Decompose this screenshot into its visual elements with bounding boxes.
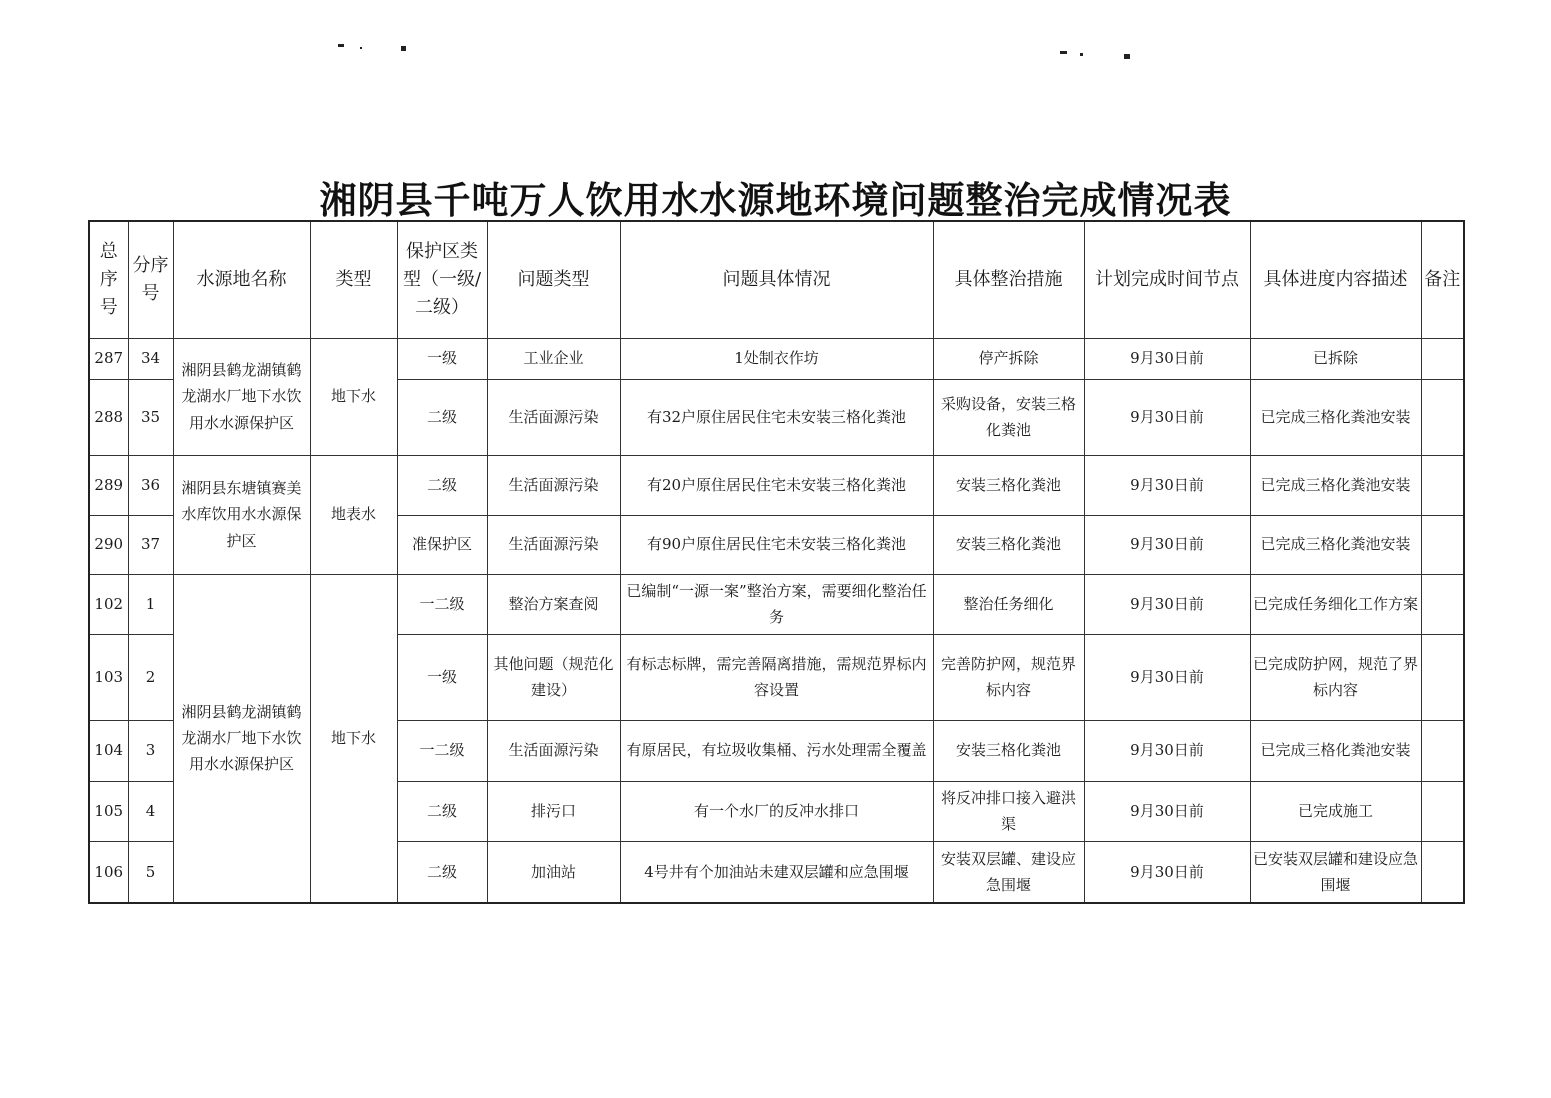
sub-no-cell: 2: [128, 634, 173, 720]
zone-cell: 二级: [397, 379, 487, 455]
header-issue-detail: 问题具体情况: [620, 221, 933, 338]
zone-cell: 二级: [397, 455, 487, 515]
issue-detail-cell: 1处制衣作坊: [620, 338, 933, 379]
deadline-cell: 9月30日前: [1084, 841, 1250, 903]
issue-detail-cell: 有32户原住居民住宅未安装三格化粪池: [620, 379, 933, 455]
issue-detail-cell: 有90户原住居民住宅未安装三格化粪池: [620, 515, 933, 574]
total-no-cell: 103: [89, 634, 128, 720]
scan-speck: [1060, 51, 1067, 54]
deadline-cell: 9月30日前: [1084, 515, 1250, 574]
issue-type-cell: 加油站: [487, 841, 620, 903]
site-name-cell: 湘阴县鹤龙湖镇鹤龙湖水厂地下水饮用水水源保护区: [173, 338, 310, 455]
total-no-cell: 106: [89, 841, 128, 903]
issue-detail-cell: 已编制“一源一案”整治方案，需要细化整治任务: [620, 574, 933, 634]
sub-no-cell: 3: [128, 720, 173, 781]
zone-cell: 二级: [397, 841, 487, 903]
issue-type-cell: 其他问题（规范化建设）: [487, 634, 620, 720]
measure-cell: 整治任务细化: [933, 574, 1084, 634]
progress-cell: 已完成三格化粪池安装: [1250, 455, 1421, 515]
table-row: [89, 455, 1464, 515]
page-title: 湘阴县千吨万人饮用水水源地环境问题整治完成情况表: [319, 179, 1232, 222]
zone-cell: 二级: [397, 781, 487, 841]
total-no-cell: 289: [89, 455, 128, 515]
progress-cell: 已完成施工: [1250, 781, 1421, 841]
water-type-cell: 地下水: [310, 574, 397, 903]
deadline-cell: 9月30日前: [1084, 574, 1250, 634]
header-note: 备注: [1421, 221, 1464, 338]
deadline-cell: 9月30日前: [1084, 720, 1250, 781]
progress-cell: 已完成防护网，规范了界标内容: [1250, 634, 1421, 720]
site-name-cell: 湘阴县鹤龙湖镇鹤龙湖水厂地下水饮用水水源保护区: [173, 574, 310, 903]
sub-no-cell: 34: [128, 338, 173, 379]
measure-cell: 采购设备，安装三格化粪池: [933, 379, 1084, 455]
scan-speck: [1124, 54, 1130, 59]
progress-cell: 已完成任务细化工作方案: [1250, 574, 1421, 634]
header-measure: 具体整治措施: [933, 221, 1084, 338]
deadline-cell: 9月30日前: [1084, 634, 1250, 720]
total-no-cell: 290: [89, 515, 128, 574]
sub-no-cell: 37: [128, 515, 173, 574]
measure-cell: 停产拆除: [933, 338, 1084, 379]
header-site-name: 水源地名称: [173, 221, 310, 338]
note-cell: [1421, 574, 1464, 634]
remediation-table: [88, 220, 1465, 904]
measure-cell: 安装三格化粪池: [933, 515, 1084, 574]
total-no-cell: 104: [89, 720, 128, 781]
measure-cell: 安装双层罐、建设应急围堰: [933, 841, 1084, 903]
header-zone-type: 保护区类型（一级/二级）: [397, 221, 487, 338]
note-cell: [1421, 720, 1464, 781]
total-no-cell: 105: [89, 781, 128, 841]
zone-cell: 一级: [397, 634, 487, 720]
issue-type-cell: 生活面源污染: [487, 515, 620, 574]
note-cell: [1421, 379, 1464, 455]
header-issue-type: 问题类型: [487, 221, 620, 338]
issue-type-cell: 整治方案查阅: [487, 574, 620, 634]
scan-speck: [401, 46, 406, 51]
header-sub-no: 分序号: [128, 221, 173, 338]
deadline-cell: 9月30日前: [1084, 455, 1250, 515]
scan-speck: [360, 47, 362, 49]
measure-cell: 安装三格化粪池: [933, 720, 1084, 781]
total-no-cell: 287: [89, 338, 128, 379]
sub-no-cell: 4: [128, 781, 173, 841]
progress-cell: 已完成三格化粪池安装: [1250, 515, 1421, 574]
total-no-cell: 102: [89, 574, 128, 634]
progress-cell: 已完成三格化粪池安装: [1250, 720, 1421, 781]
water-type-cell: 地表水: [310, 455, 397, 574]
table-row: [89, 574, 1464, 634]
water-type-cell: 地下水: [310, 338, 397, 455]
header-total-no: 总序号: [89, 221, 128, 338]
issue-detail-cell: 有原居民，有垃圾收集桶、污水处理需全覆盖: [620, 720, 933, 781]
measure-cell: 安装三格化粪池: [933, 455, 1084, 515]
issue-type-cell: 工业企业: [487, 338, 620, 379]
header-progress: 具体进度内容描述: [1250, 221, 1421, 338]
note-cell: [1421, 781, 1464, 841]
zone-cell: 一级: [397, 338, 487, 379]
sub-no-cell: 1: [128, 574, 173, 634]
zone-cell: 准保护区: [397, 515, 487, 574]
progress-cell: 已完成三格化粪池安装: [1250, 379, 1421, 455]
issue-detail-cell: 4号井有个加油站未建双层罐和应急围堰: [620, 841, 933, 903]
note-cell: [1421, 515, 1464, 574]
zone-cell: 一二级: [397, 574, 487, 634]
sub-no-cell: 35: [128, 379, 173, 455]
site-name-cell: 湘阴县东塘镇赛美水库饮用水水源保护区: [173, 455, 310, 574]
zone-cell: 一二级: [397, 720, 487, 781]
total-no-cell: 288: [89, 379, 128, 455]
issue-type-cell: 生活面源污染: [487, 455, 620, 515]
note-cell: [1421, 338, 1464, 379]
table-header-row: [89, 221, 1464, 338]
issue-detail-cell: 有一个水厂的反冲水排口: [620, 781, 933, 841]
progress-cell: 已拆除: [1250, 338, 1421, 379]
scan-speck: [1080, 53, 1083, 56]
header-type: 类型: [310, 221, 397, 338]
measure-cell: 完善防护网，规范界标内容: [933, 634, 1084, 720]
deadline-cell: 9月30日前: [1084, 379, 1250, 455]
table-row: [89, 338, 1464, 379]
issue-type-cell: 生活面源污染: [487, 720, 620, 781]
deadline-cell: 9月30日前: [1084, 338, 1250, 379]
note-cell: [1421, 634, 1464, 720]
note-cell: [1421, 841, 1464, 903]
measure-cell: 将反冲排口接入避洪渠: [933, 781, 1084, 841]
note-cell: [1421, 455, 1464, 515]
sub-no-cell: 36: [128, 455, 173, 515]
progress-cell: 已安装双层罐和建设应急围堰: [1250, 841, 1421, 903]
issue-type-cell: 排污口: [487, 781, 620, 841]
header-deadline: 计划完成时间节点: [1084, 221, 1250, 338]
issue-detail-cell: 有标志标牌，需完善隔离措施，需规范界标内容设置: [620, 634, 933, 720]
scan-speck: [338, 44, 344, 47]
issue-type-cell: 生活面源污染: [487, 379, 620, 455]
issue-detail-cell: 有20户原住居民住宅未安装三格化粪池: [620, 455, 933, 515]
deadline-cell: 9月30日前: [1084, 781, 1250, 841]
sub-no-cell: 5: [128, 841, 173, 903]
